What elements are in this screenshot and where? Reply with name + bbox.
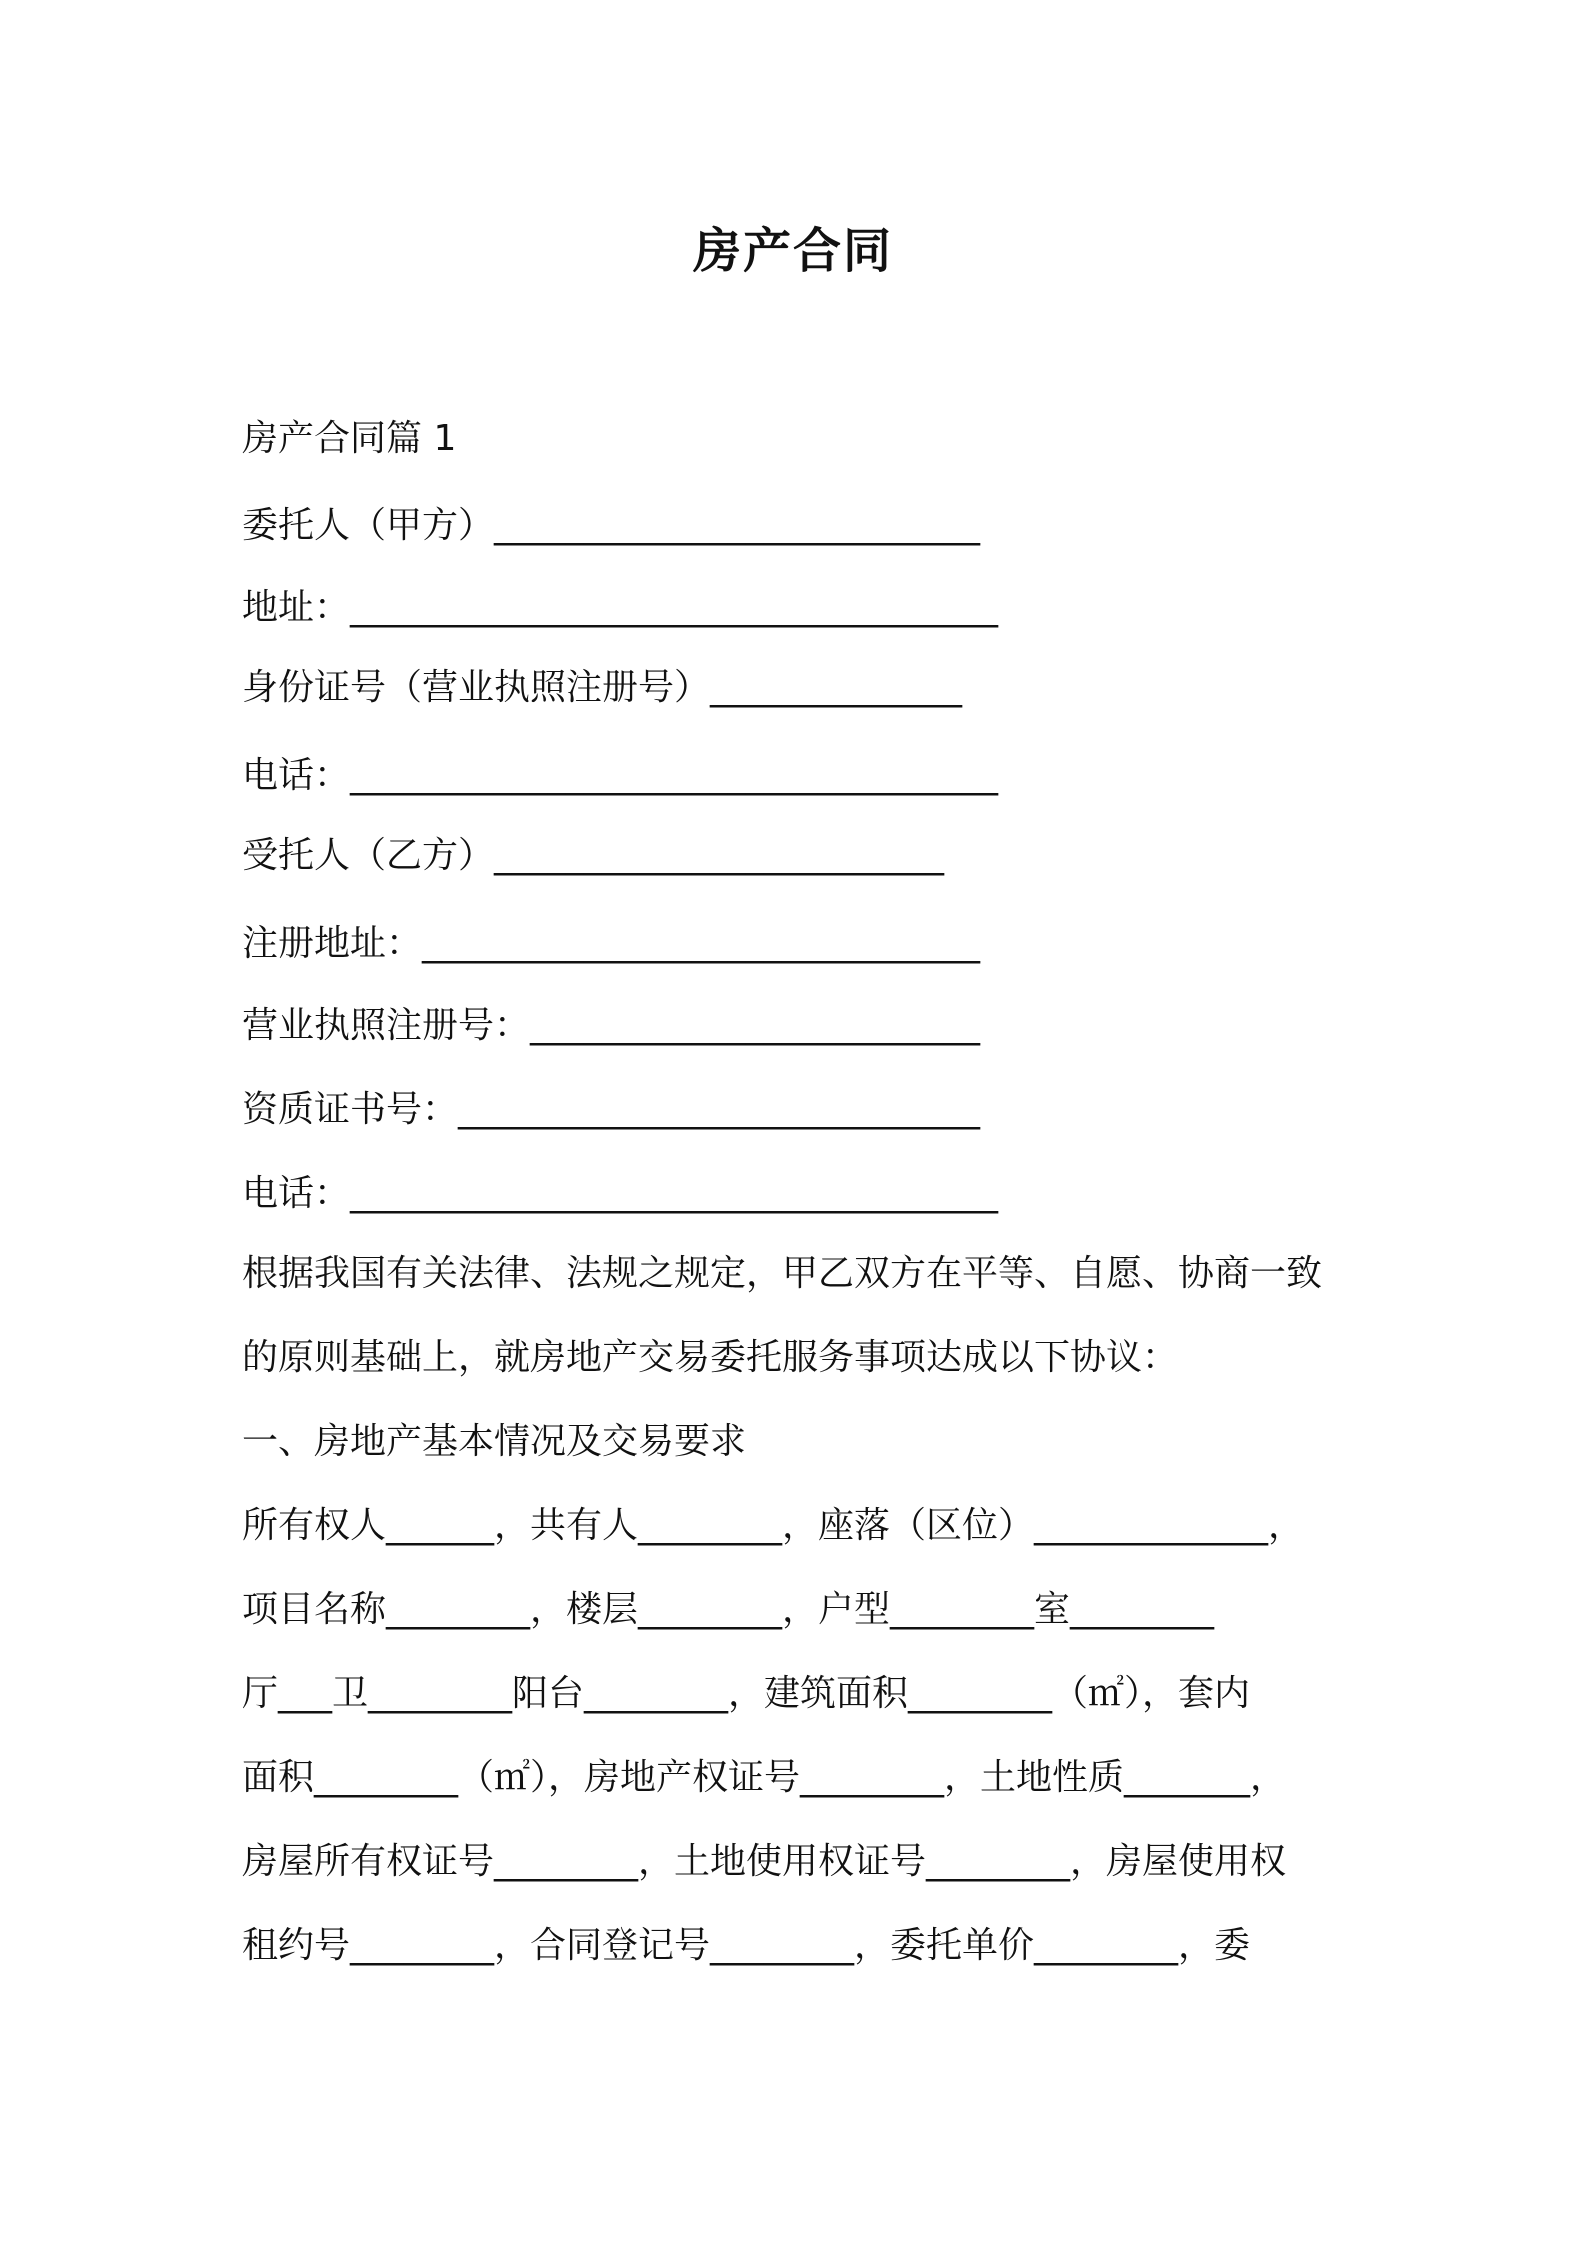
- property-info-line-5: 房屋所有权证号________，土地使用权证号________，房屋使用权: [242, 1841, 1287, 1882]
- property-info-line-2: 项目名称________，楼层________，户型________室________: [242, 1589, 1215, 1630]
- paragraph-line-1: 根据我国有关法律、法规之规定，甲乙双方在平等、自愿、协商一致: [242, 1253, 1323, 1294]
- line-qualification-cert: 资质证书号：_____________________________: [242, 1089, 981, 1130]
- line-phone-a: 电话：____________________________________: [242, 755, 999, 796]
- line-agent-party-b: 受托人（乙方）_________________________: [242, 835, 945, 876]
- document-title: 房产合同: [692, 223, 893, 279]
- property-info-line-6: 租约号________，合同登记号________，委托单价________，委: [242, 1925, 1251, 1966]
- line-principal-party-a: 委托人（甲方）___________________________: [242, 505, 981, 546]
- paragraph-line-2: 的原则基础上，就房地产交易委托服务事项达成以下协议：: [242, 1337, 1179, 1378]
- property-info-line-4: 面积________（㎡），房地产权证号________，土地性质_______，: [242, 1757, 1287, 1798]
- line-business-license: 营业执照注册号：_________________________: [242, 1005, 981, 1046]
- property-info-line-3: 厅___卫________阳台________，建筑面积________（㎡），套内: [242, 1673, 1251, 1714]
- line-registered-address: 注册地址：_______________________________: [242, 923, 981, 964]
- section-heading: 房产合同篇 1: [242, 418, 457, 459]
- clause-heading-1: 一、房地产基本情况及交易要求: [242, 1421, 747, 1462]
- line-phone-b: 电话：____________________________________: [242, 1173, 999, 1214]
- line-address: 地址：____________________________________: [242, 587, 999, 628]
- property-info-line-1: 所有权人______，共有人________，座落（区位）_____________，: [242, 1505, 1305, 1546]
- line-id-number: 身份证号（营业执照注册号）______________: [242, 667, 963, 708]
